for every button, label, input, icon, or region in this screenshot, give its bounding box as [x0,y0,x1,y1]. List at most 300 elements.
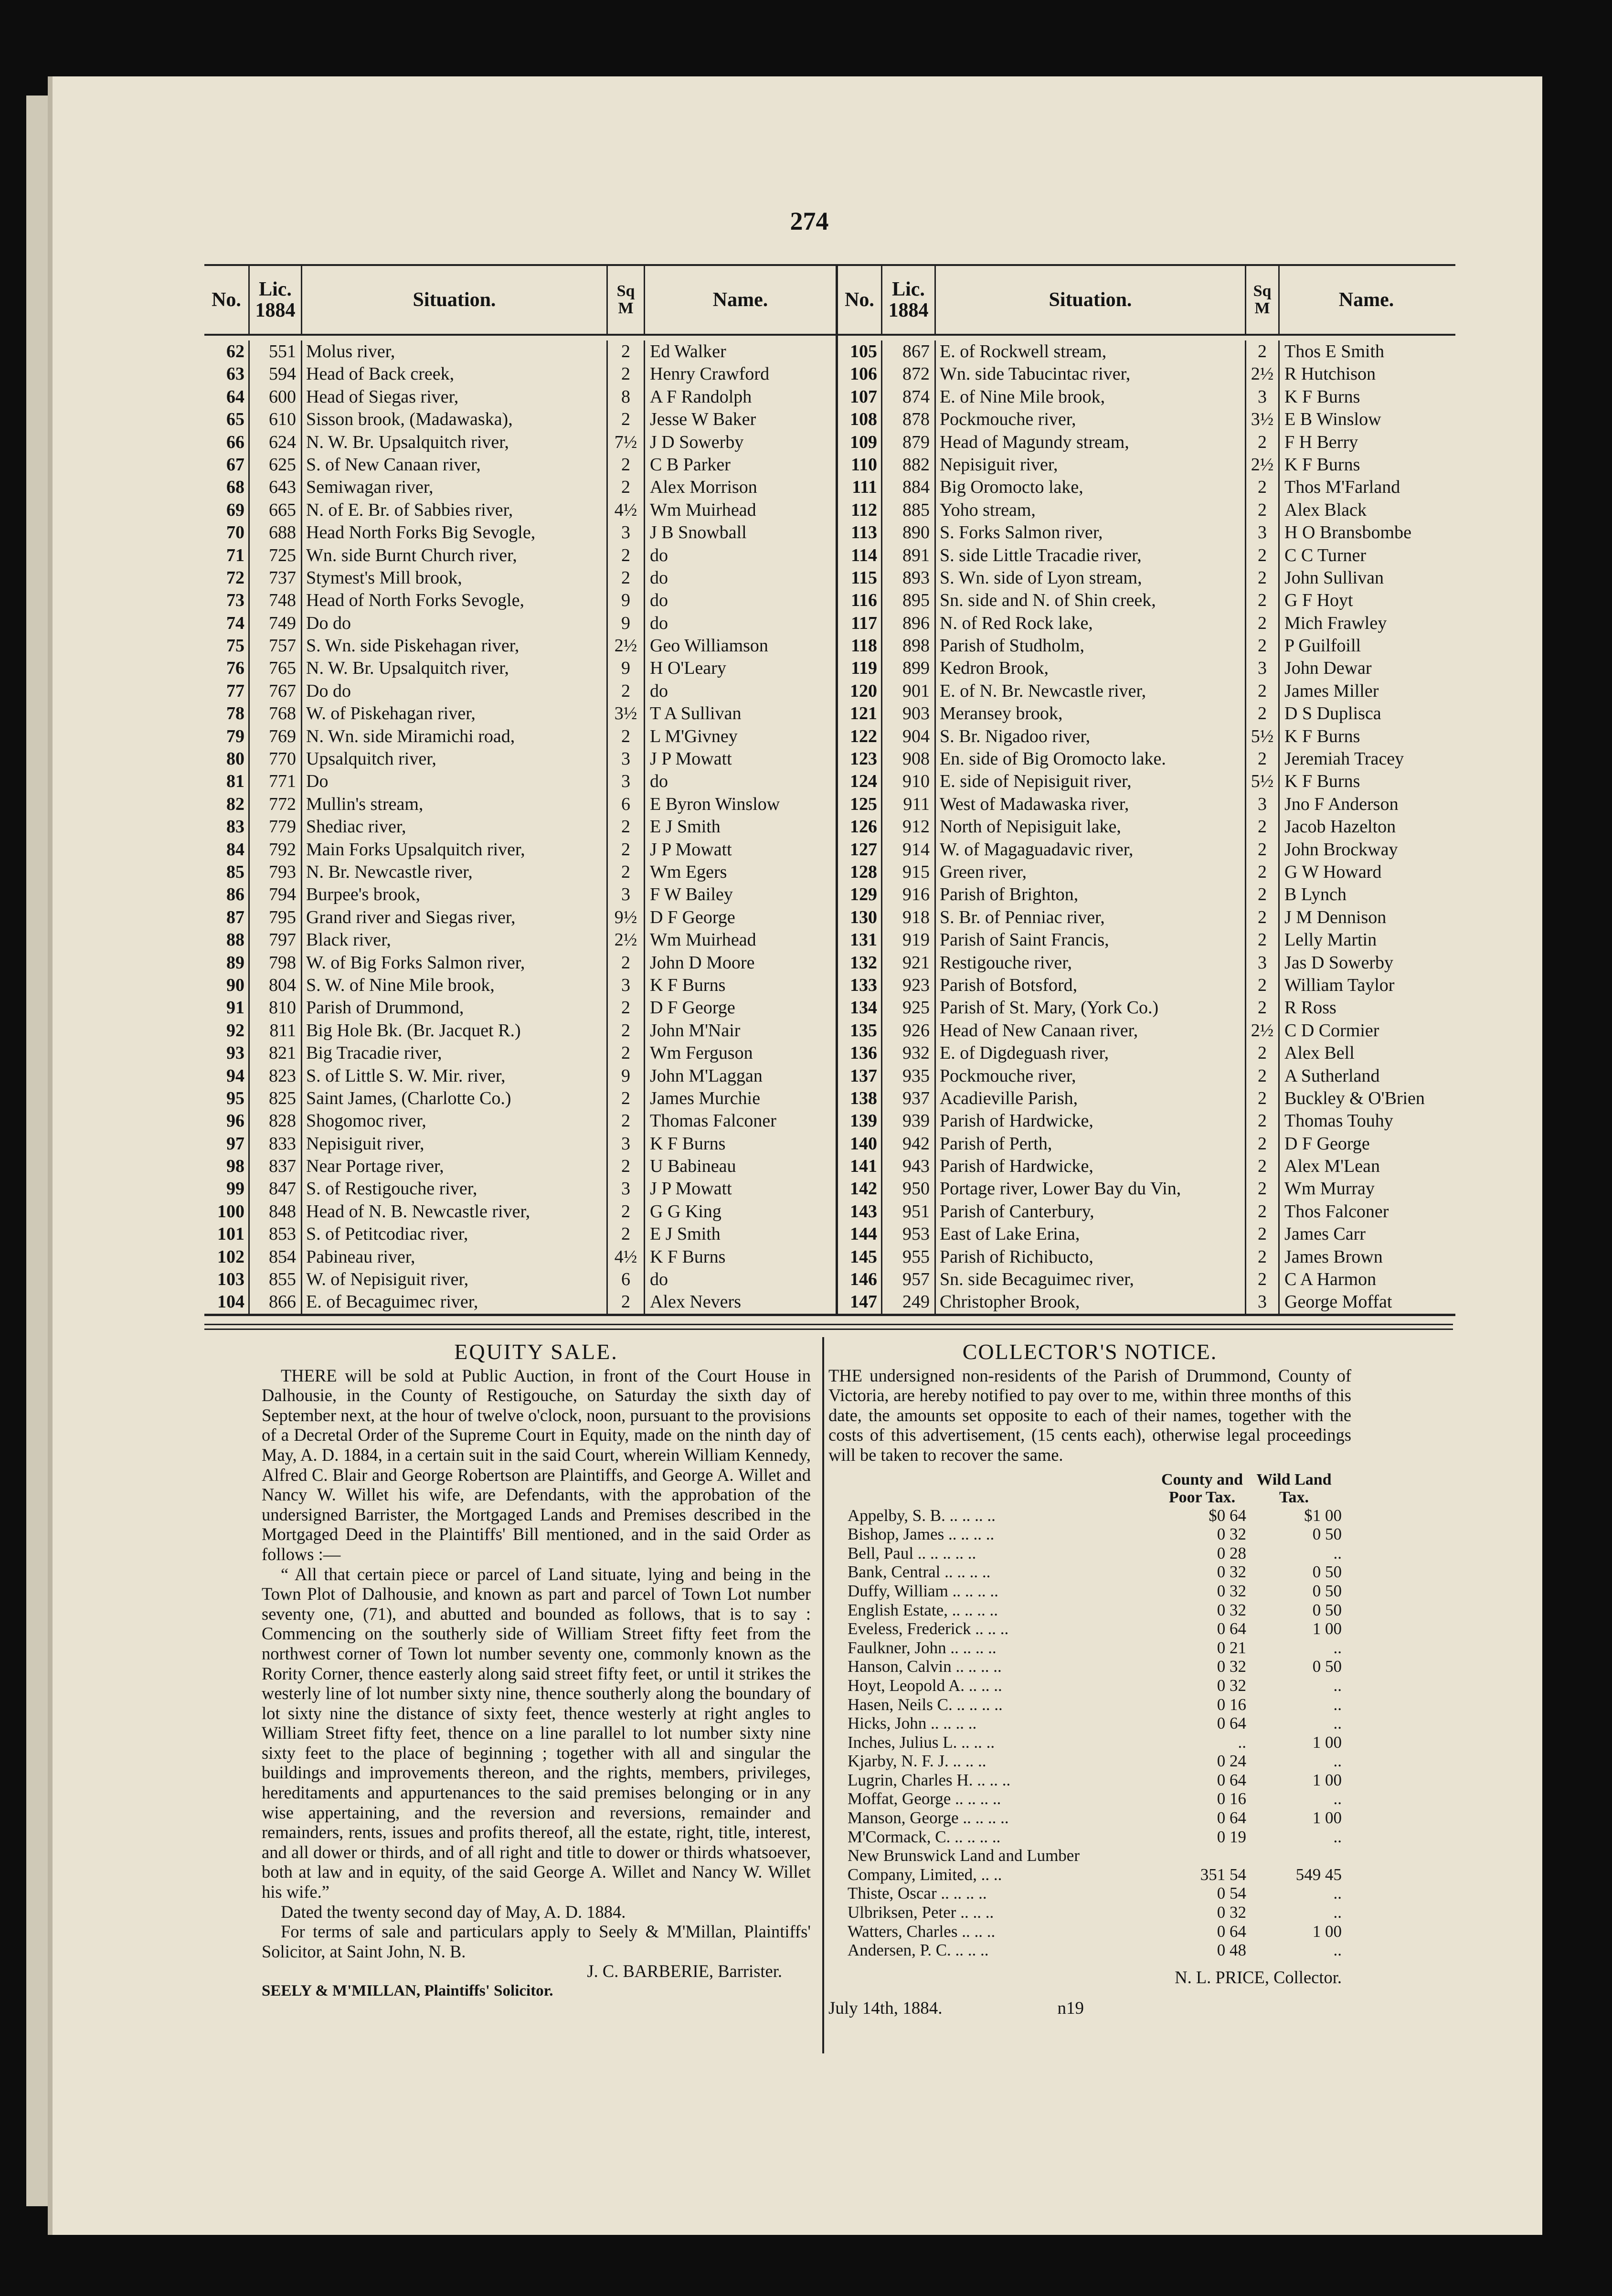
tax-county-poor: 0 54 [1217,1884,1246,1903]
cell-name: James Carr [1278,1223,1453,1245]
table-row [838,997,1455,1019]
cell-situation: S. side Little Tracadie river, [934,544,1245,567]
cell-name: K F Burns [644,1246,836,1268]
cell-sq: 2 [1245,567,1278,589]
cell-situation: Parish of Canterbury, [934,1201,1245,1223]
cell-sq: 3 [1245,521,1278,544]
cell-lic: 748 [248,589,301,612]
cell-no: 105 [850,341,877,361]
cell-situation: Sn. side and N. of Shin creek, [934,589,1245,612]
cell-lic: 921 [881,952,934,974]
table-row [204,929,836,951]
cell-lic: 854 [248,1246,301,1268]
cell-sq: 2 [1245,929,1278,951]
cell-sq: 2 [1245,340,1278,363]
cell-name: Wm Muirhead [644,499,836,521]
table-row [204,544,836,567]
table-row [204,476,836,499]
tax-name: Ulbriksen, Peter .. .. .. [848,1903,994,1922]
cell-no: 106 [850,364,877,384]
header-sq [606,266,644,334]
cell-name: John D Moore [644,952,836,974]
cell-no: 141 [850,1156,877,1177]
cell-lic: 853 [248,1223,301,1245]
cell-no: 99 [226,1179,244,1199]
equity-sale-notice [262,1339,811,2001]
tax-header-wild [1246,1471,1342,1506]
cell-no: 84 [226,839,244,860]
cell-situation: Parish of Botsford, [934,974,1245,997]
cell-name: Thos M'Farland [1278,476,1453,499]
cell-lic: 767 [248,680,301,702]
cell-sq: 2 [1245,431,1278,454]
table-row [204,1291,836,1313]
cell-name: Jeremiah Tracey [1278,748,1453,770]
tax-county-poor: 0 21 [1217,1638,1246,1657]
cell-situation: E. of Nine Mile brook, [934,386,1245,408]
cell-lic: 811 [248,1020,301,1042]
table-row [204,702,836,725]
cell-lic: 895 [881,589,934,612]
tax-county-poor: 0 64 [1217,1770,1246,1789]
table-row [204,567,836,589]
table-row [838,861,1455,883]
cell-lic: 908 [881,748,934,770]
table-row [838,363,1455,385]
cell-situation: W. of Nepisiguit river, [301,1268,606,1291]
tax-row [828,1525,1351,1544]
cell-situation: Head North Forks Big Sevogle, [301,521,606,544]
cell-no: 89 [226,952,244,973]
cell-lic: 610 [248,408,301,431]
cell-name: D S Duplisca [1278,702,1453,725]
tax-wild-land: 0 50 [1312,1525,1342,1544]
cell-sq: 2 [1245,816,1278,838]
cell-situation: W. of Piskehagan river, [301,702,606,725]
cell-name: Alex Nevers [644,1291,836,1313]
table-row [838,1155,1455,1178]
table-row [838,725,1455,748]
cell-situation: Nepisiguit river, [301,1133,606,1155]
cell-lic: 737 [248,567,301,589]
cell-sq: 2 [606,363,644,385]
cell-sq: 2 [1245,906,1278,929]
cell-no: 142 [850,1179,877,1199]
tax-row [828,1676,1351,1695]
cell-no: 64 [226,386,244,407]
cell-name: H O Bransbombe [1278,521,1453,544]
cell-no: 80 [226,749,244,769]
cell-lic: 942 [881,1133,934,1155]
cell-no: 135 [850,1020,877,1041]
cell-no: 145 [850,1246,877,1267]
header-lic-year: 1884 [255,299,296,321]
cell-lic: 855 [248,1268,301,1291]
tax-county-poor [1158,1846,1246,1865]
cell-name: D F George [644,906,836,929]
table-row [838,680,1455,702]
table-header [838,266,1455,336]
tax-row [828,1884,1351,1903]
tax-county-poor: 351 54 [1200,1865,1246,1884]
cell-name: L M'Givney [644,725,836,748]
cell-sq: 2 [606,476,644,499]
tax-wild-land: .. [1333,1714,1342,1733]
equity-sale-paragraph: THERE will be sold at Public Auction, in front of the Court House in Dalhousie, in the County of Restigouche, on Saturday the sixth day of September next, at the hour of twelve o'clock, noon, pursuant to the provisions of a Decretal Order of the Supreme Court in Equity, made on the ninth day of May, A. D. 1884, in a certain suit in the said Court, wherein William Kennedy, Alfred C. Blair and George Robertson are Plaintiffs, and George A. Willet and Nancy W. Willet his wife, are Defendants, with the approbation of the undersigned Barrister, the Mortgaged Lands and Premises described in the Mortgaged Deed in the Plaintiffs' Bill mentioned, and in the said Order as follows :— [262,1365,811,1564]
cell-situation: Sisson brook, (Madawaska), [301,408,606,431]
table-row [838,567,1455,589]
cell-no: 95 [226,1088,244,1108]
cell-no: 100 [217,1201,244,1222]
cell-sq: 3 [606,748,644,770]
equity-sale-terms: For terms of sale and particulars apply to Seely & M'Millan, Plaintiffs' Solicitor, at Saint John, N. B. [262,1922,811,1961]
tax-row [828,1619,1351,1638]
cell-sq: 2 [1245,1268,1278,1291]
cell-situation: West of Madawaska river, [934,793,1245,816]
cell-name: James Murchie [644,1087,836,1110]
cell-no: 120 [850,680,877,701]
cell-no: 132 [850,952,877,973]
cell-sq: 2 [1245,589,1278,612]
cell-sq: 8 [606,386,644,408]
cell-name: Wm Ferguson [644,1042,836,1064]
tax-wild-land: .. [1333,1752,1342,1771]
cell-situation: Shediac river, [301,816,606,838]
cell-lic: 749 [248,612,301,635]
table-row [204,883,836,906]
tax-row [828,1789,1351,1808]
cell-sq: 9½ [606,906,644,929]
cell-lic: 768 [248,702,301,725]
cell-sq: 2 [1245,974,1278,997]
cell-name: K F Burns [1278,386,1453,408]
table-row [204,340,836,363]
table-row [838,929,1455,951]
table-row [838,1020,1455,1042]
cell-lic: 757 [248,635,301,657]
cell-lic: 772 [248,793,301,816]
cell-sq: 2 [606,567,644,589]
table-row [204,1020,836,1042]
cell-no: 79 [226,726,244,746]
cell-sq: 2 [1245,499,1278,521]
header-sq-label: Sq [1253,282,1272,300]
cell-sq: 9 [606,589,644,612]
tax-wild-land: 1 00 [1312,1619,1342,1638]
cell-situation: Burpee's brook, [301,883,606,906]
cell-lic: 249 [881,1291,934,1313]
cell-situation: Near Portage river, [301,1155,606,1178]
cell-lic: 882 [881,454,934,476]
cell-no: 111 [852,477,877,498]
cell-no: 94 [226,1065,244,1086]
tax-wild-land: .. [1333,1695,1342,1714]
cell-situation: Big Tracadie river, [301,1042,606,1064]
tax-wild-land: 1 00 [1312,1922,1342,1941]
cell-sq: 2 [1245,1155,1278,1178]
header-lic [881,266,934,334]
tax-county-poor: 0 48 [1217,1941,1246,1960]
table-row [204,1223,836,1245]
cell-name: Geo Williamson [644,635,836,657]
cell-no: 65 [226,409,244,430]
cell-situation: S. Wn. side Piskehagan river, [301,635,606,657]
cell-sq: 9 [606,1065,644,1087]
table-row [204,816,836,838]
tax-row [828,1922,1351,1941]
cell-name: John M'Nair [644,1020,836,1042]
cell-no: 104 [217,1292,244,1312]
cell-sq: 2 [606,408,644,431]
cell-lic: 912 [881,816,934,838]
table-row [204,657,836,680]
cell-name: D F George [644,997,836,1019]
cell-lic: 810 [248,997,301,1019]
tax-row [828,1582,1351,1601]
cell-lic: 837 [248,1155,301,1178]
header-sq-unit: M [618,299,634,317]
tax-row [828,1808,1351,1828]
cell-sq: 2 [606,1291,644,1313]
header-situation: Situation. [301,266,606,334]
equity-sale-description: “ All that certain piece or parcel of Land situate, lying and being in the Town Plot of Dalhousie, and known as part and parcel of Town Lot number seventy one, (71), and abutted and bounded as follows, that is to say : Commencing on the southerly side of William Street fifty feet from the northwest corner of Town lot number seventy one, commonly known as the Rority Corner, thence easterly along said street fifty feet, or until it strikes the westerly line of lot number sixty nine, thence southerly along the boundary of lot sixty nine the distance of sixty feet, thence westerly at right angles to William Street fifty feet, thence on a line parallel to lot number sixty nine sixty feet to the place of beginning ; together with all and singular the buildings and improvements thereon, and the rights, members, privileges, hereditaments and appurtenances to the said premises belonging or in any wise appertaining, and the reversion and reversions, remainder and remainders, rents, issues and profits thereof, all the estate, right, title, interest, and all dower or thirds, and of all right and title to dower or thirds whatsoever, both at law and in equity, of the said George A. Willet and Nancy W. Willet his wife.” [262,1564,811,1902]
cell-no: 67 [226,454,244,475]
license-table-right [836,264,1455,1316]
cell-name: U Babineau [644,1155,836,1178]
cell-lic: 833 [248,1133,301,1155]
cell-lic: 937 [881,1087,934,1110]
tax-wild-land: 549 45 [1295,1865,1342,1884]
table-row [838,544,1455,567]
cell-lic: 935 [881,1065,934,1087]
tax-county-poor: 0 28 [1217,1543,1246,1563]
cell-lic: 872 [881,363,934,385]
tax-header-county-line1: County and [1161,1470,1243,1488]
cell-situation: Parish of Hardwicke, [934,1110,1245,1132]
cell-name: K F Burns [1278,454,1453,476]
cell-name: Ed Walker [644,340,836,363]
header-lic-label: Lic. [259,278,292,300]
table-row [204,906,836,929]
cell-name: James Brown [1278,1246,1453,1268]
tax-wild-land: 1 00 [1312,1770,1342,1789]
cell-name: John M'Laggan [644,1065,836,1087]
cell-sq: 3½ [606,702,644,725]
tax-header-county [1158,1471,1246,1506]
table-row [838,521,1455,544]
tax-name: Thiste, Oscar .. .. .. .. [848,1884,987,1903]
cell-situation: En. side of Big Oromocto lake. [934,748,1245,770]
cell-situation: Christopher Brook, [934,1291,1245,1313]
cell-no: 136 [850,1043,877,1063]
cell-sq: 9 [606,657,644,680]
cell-sq: 2 [1245,544,1278,567]
cell-no: 101 [217,1224,244,1244]
cell-sq: 2 [606,1087,644,1110]
cell-lic: 903 [881,702,934,725]
cell-sq: 3 [606,1133,644,1155]
cell-name: C D Cormier [1278,1020,1453,1042]
cell-name: John Brockway [1278,839,1453,861]
table-row [204,1178,836,1200]
collector-ref: n19 [1057,1998,1084,2019]
tax-name: Manson, George .. .. .. .. [848,1808,1009,1828]
tax-name: Lugrin, Charles H. .. .. .. [848,1770,1011,1789]
cell-sq: 2 [606,544,644,567]
tax-wild-land: 0 50 [1312,1600,1342,1619]
cell-lic: 771 [248,770,301,793]
table-row [204,499,836,521]
cell-sq: 2 [1245,883,1278,906]
tax-wild-land: $1 00 [1304,1506,1342,1525]
cell-no: 143 [850,1201,877,1222]
tax-header-wild-line1: Wild Land [1256,1470,1332,1488]
cell-situation: Parish of Hardwicke, [934,1155,1245,1178]
cell-sq: 2 [606,839,644,861]
cell-sq: 3 [1245,386,1278,408]
cell-name: John Sullivan [1278,567,1453,589]
cell-sq: 2 [1245,1042,1278,1064]
cell-lic: 904 [881,725,934,748]
header-situation: Situation. [934,266,1245,334]
tax-row [828,1903,1351,1922]
cell-name: E J Smith [644,1223,836,1245]
cell-situation: Parish of Richibucto, [934,1246,1245,1268]
tax-wild-land: 1 00 [1312,1733,1342,1752]
cell-name: Wm Egers [644,861,836,883]
cell-no: 137 [850,1065,877,1086]
cell-situation: Big Hole Bk. (Br. Jacquet R.) [301,1020,606,1042]
cell-situation: Do do [301,612,606,635]
table-row [204,680,836,702]
tax-name: Bank, Central .. .. .. .. [848,1563,991,1582]
table-row [838,816,1455,838]
cell-sq: 2 [1245,1223,1278,1245]
table-row [838,793,1455,816]
cell-name: J D Sowerby [644,431,836,454]
table-row [838,431,1455,454]
cell-sq: 4½ [606,1246,644,1268]
cell-name: do [644,612,836,635]
tax-county-poor: 0 32 [1217,1581,1246,1600]
tax-row [828,1657,1351,1676]
cell-situation: Head of Back creek, [301,363,606,385]
cell-no: 127 [850,839,877,860]
cell-name: do [644,770,836,793]
cell-situation: Main Forks Upsalquitch river, [301,839,606,861]
table-row [838,499,1455,521]
cell-situation: Black river, [301,929,606,951]
cell-sq: 2 [606,1042,644,1064]
cell-lic: 825 [248,1087,301,1110]
cell-situation: Shogomoc river, [301,1110,606,1132]
tax-row [828,1828,1351,1847]
cell-sq: 3 [1245,793,1278,816]
cell-name: A Sutherland [1278,1065,1453,1087]
cell-situation: S. of Little S. W. Mir. river, [301,1065,606,1087]
cell-sq: 3 [606,1178,644,1200]
cell-lic: 923 [881,974,934,997]
tax-header-wild-line2: Tax. [1279,1488,1309,1506]
table-row [204,1065,836,1087]
cell-sq: 2 [1245,680,1278,702]
tax-wild-land: 1 00 [1312,1808,1342,1828]
cell-name: R Hutchison [1278,363,1453,385]
tax-wild-land: .. [1333,1827,1342,1846]
table-row [838,386,1455,408]
cell-name: Alex Black [1278,499,1453,521]
table-row [838,1110,1455,1132]
cell-name: G W Howard [1278,861,1453,883]
tax-county-poor: 0 64 [1217,1714,1246,1733]
tax-table-header [828,1471,1351,1506]
cell-situation: Parish of Perth, [934,1133,1245,1155]
cell-name: Buckley & O'Brien [1278,1087,1453,1110]
cell-name: Alex Morrison [644,476,836,499]
cell-situation: Pabineau river, [301,1246,606,1268]
table-row [838,1291,1455,1313]
table-row [204,770,836,793]
cell-situation: Do [301,770,606,793]
table-row [204,1133,836,1155]
cell-sq: 2½ [606,929,644,951]
cell-lic: 914 [881,839,934,861]
cell-lic: 901 [881,680,934,702]
table-row [204,386,836,408]
tax-header-county-line2: Poor Tax. [1168,1488,1236,1506]
cell-lic: 847 [248,1178,301,1200]
cell-lic: 896 [881,612,934,635]
cell-name: Lelly Martin [1278,929,1453,951]
table-row [838,1178,1455,1200]
cell-name: B Lynch [1278,883,1453,906]
table-row [838,1087,1455,1110]
cell-name: E B Winslow [1278,408,1453,431]
cell-name: do [644,544,836,567]
cell-situation: Parish of Studholm, [934,635,1245,657]
cell-no: 103 [217,1269,244,1290]
table-row [838,1042,1455,1064]
cell-name: Jacob Hazelton [1278,816,1453,838]
cell-situation: Portage river, Lower Bay du Vin, [934,1178,1245,1200]
section-rule [204,1329,1453,1330]
cell-sq: 2 [606,680,644,702]
cell-no: 97 [226,1133,244,1154]
header-no: No. [845,288,874,311]
cell-lic: 770 [248,748,301,770]
tax-row [828,1752,1351,1771]
cell-lic: 828 [248,1110,301,1132]
cell-situation: Head of North Forks Sevogle, [301,589,606,612]
table-row [204,1268,836,1291]
cell-sq: 2½ [606,635,644,657]
table-row [204,1246,836,1268]
table-row [838,748,1455,770]
cell-no: 102 [217,1246,244,1267]
tax-wild-land: .. [1333,1543,1342,1563]
cell-situation: Semiwagan river, [301,476,606,499]
cell-sq: 2 [606,1201,644,1223]
cell-situation: E. of Becaguimec river, [301,1291,606,1313]
cell-no: 109 [850,432,877,452]
tax-row [828,1638,1351,1658]
table-row [204,1042,836,1064]
tax-row [828,1601,1351,1620]
cell-no: 91 [226,998,244,1018]
cell-name: Thos E Smith [1278,340,1453,363]
table-row [204,997,836,1019]
tax-name: Kjarby, N. F. J. .. .. .. [848,1752,986,1771]
